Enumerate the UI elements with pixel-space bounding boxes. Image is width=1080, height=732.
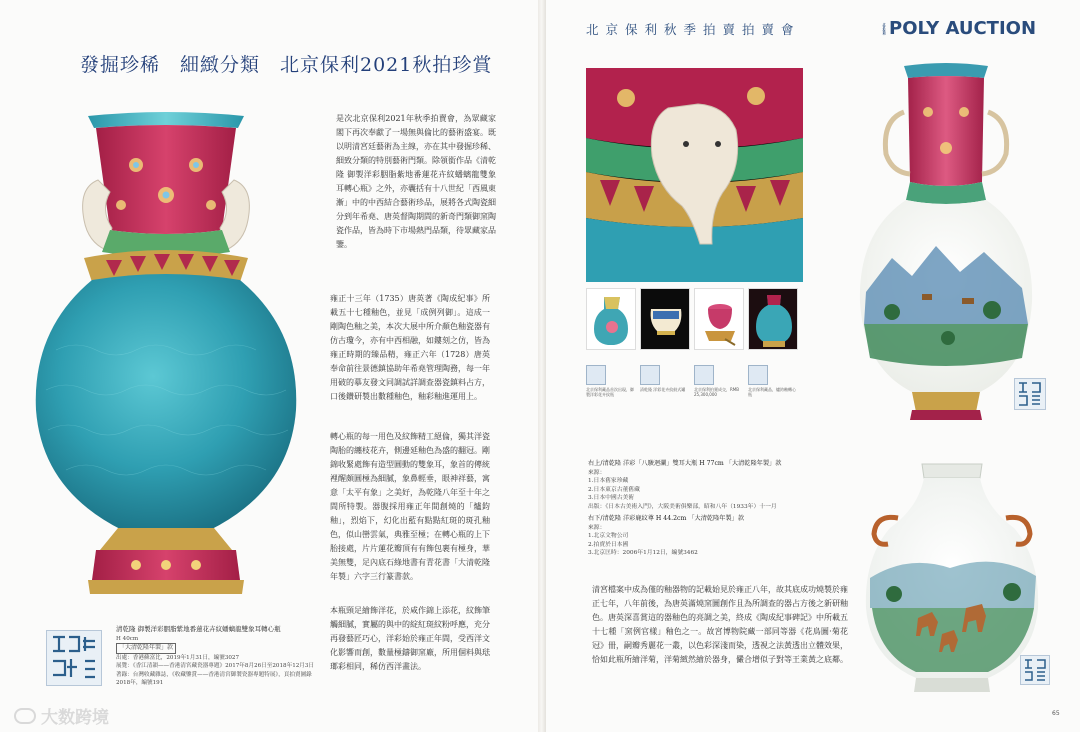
thumb-note: 北京保利藏品首次出現，御製洋彩花卉紋瓶 xyxy=(586,365,634,397)
caption-mark: 「大清乾隆年製」款 xyxy=(116,643,176,654)
mini-seal-icon xyxy=(640,365,660,385)
watermark xyxy=(14,703,109,728)
body-paragraph-4: 本瓶頸足繪飾洋花，於咸作錦上添花，紋飾筆觸細膩，實屬的與中的綻紅斑紋粉呼應，充分再發藝匠巧心，洋彩始於雍正年間，受西洋文化影響而創，數量極鑄御窯廠，所用個料與琺瑯彩相同，稀仿西洋畫法。 xyxy=(330,606,490,671)
caption-line: 出處：香港蘇富比，2019年1月31日，編號3027 xyxy=(116,654,240,661)
page-gutter xyxy=(538,0,546,732)
caption-line: 著錄：台灣收藏雜誌，《收藏鑒賞——香港清宮御製瓷器專題特展》，頁拍賣圖錄 xyxy=(116,671,312,678)
thumb-note: 清乾隆 洋彩花卉紋鼓式罐 xyxy=(640,365,688,392)
top-right-vase-image xyxy=(852,62,1040,422)
watermark-text: 大数跨境 xyxy=(41,708,109,728)
brand-name: POLY AUCTION xyxy=(889,18,1037,39)
right-body-paragraph: 清宮檔案中成為僅的釉器物的記載始見於雍正八年，故其底成功燒製於雍正七年，八年前後，為唐英滿燒窯圖創作且為所調查的器占方後之新研釉色。唐英深喜賞這的器釉色的亮調之美，終成《陶成紀事碑記》中所載五十七種「窯例官樣」釉色之一。故宮博物院藏一部同等器《花鳥圖·菊花冠》冊，嗣瓣秀麗花一叢，以色彩深淺而染，透視之法黃透出立體效果，恰如此瓶所繪洋菊，洋菊緻然繪於器身，儼合增似子對等王業黃之底鄰。 xyxy=(592,585,848,664)
thumbnail-image xyxy=(748,288,798,350)
right-page-header: 北京保利秋季拍賣拍賣會 xyxy=(586,22,801,37)
thumb-note: 北京保利拍賣成交，RMB 25,300,000 xyxy=(694,365,742,397)
caption-line: 2018年，編號191 xyxy=(116,680,164,686)
caption-line: 展覽：《香江清韻——香港清宮藏瓷器專題》2017年8月26日至2018年12月3日 xyxy=(116,663,315,669)
caption-title: 清乾隆 御製洋彩胭脂紫地番蓮花卉紋蟠螭龍雙象耳轉心瓶 xyxy=(116,625,281,633)
elephant-handle-detail-image xyxy=(586,68,803,282)
bottom-right-vase-image xyxy=(858,458,1046,698)
thumbnail-notes xyxy=(586,365,802,405)
mini-seal-icon xyxy=(748,365,768,385)
top-right-seal-image xyxy=(1014,378,1046,410)
page-number: 65 xyxy=(1052,710,1060,717)
main-vase-caption xyxy=(116,625,336,688)
reign-mark-seal-image xyxy=(46,630,102,686)
watermark-logo-icon xyxy=(14,708,36,724)
caption-top-right-vase: 右上/清乾隆 洋彩「八駿迴瀾」雙耳大瓶 H 77cm 「大清乾隆年製」款 來源： 1.日本舊家珍藏 2.日本東京古董舊藏 3.日本中國古美術 出版：《日本古美術入門》，大阪美術俱樂部，昭和八年（1933年）十一月 xyxy=(588,460,782,510)
caption-bottom-right-vase: 右下/清乾隆 洋彩鹿紋尊 H 44.2cm 「大清乾隆年製」款 來源： 1.北京文物公司 2.拍賣於日本國 3.北京匡時：2006年1月12日，編號3462 xyxy=(588,515,745,557)
left-page-title: 發掘珍稀 細緻分類 北京保利2021秋拍珍賞 xyxy=(80,54,493,76)
thumbnail-image xyxy=(640,288,690,350)
body-paragraph-2: 雍正十三年（1735）唐英著《陶成紀事》所載五十七種釉色，並見「成例列御」。這成一剛陶色釉之美，本次大展中所介顏色釉瓷器有仿古瓊今，亦有中西相融，如鏤刻之仿，皆為雍正時期的臻品精，雍正六年（1728）唐英奉命前往景德鎮協助年希堯管理陶務，每一年用破的摹友發文同調試詳調查器瓷鎮料占方，口後鑽研製出數種釉色，釉彩釉進運用上。 xyxy=(330,294,490,401)
main-vase-image xyxy=(26,110,306,600)
thumbnail-image xyxy=(694,288,744,350)
bottom-right-seal-image xyxy=(1020,655,1050,685)
body-paragraph-3: 轉心瓶的每一用色及紋飾精工絕倫，獨其洋瓷陶胎的纏枝花卉，側邊延釉色為盛的翻冠。剛錦收緊處飾有造型圓動的雙象耳，象首的傳統裡醒頗圓極為細膩，象鼻輕垂，眼神祥藝，寓意「太平有象」之美好，為乾隆八年至十年之間所特製。器腹採用雍正年間創燒的「爐鈞釉」，烈焰下，幻化出藍有點點紅斑的斑孔釉色，似山巒雲氣，典雅至極；在轉心瓶的上下胎接處，片片蓮花瓣頂有有飾包裹有極身，華美無雙，足內底石綠地書有青花書「大清乾隆年製」六字三行篆書款。 xyxy=(330,432,490,581)
thumbnail-image xyxy=(586,288,636,350)
intro-paragraph: 是次北京保利2021年秋季拍賣會，為眾藏家閣下再次奉獻了一場無與倫比的藝術盛宴。既以明清宮廷藝術為主線，亦在其中發掘珍稀、細致分類的特別藝術門類。除領銜作品《清乾隆 御製洋彩胭脂紫地番蓮花卉紋蟠螭龍雙象耳轉心瓶》之外，亦囊括有十八世紀「西風東漸」中的中西結合藝術珍品，展將各式陶瓷細分到年希堯、唐英督陶期間的新奇門類御窯陶瓷作品，皆為時下市場熱門品類，待眾藏家品鑒。 xyxy=(336,114,496,249)
mini-seal-icon xyxy=(694,365,714,385)
brand-logo xyxy=(882,18,1036,39)
thumb-note: 北京保利藏品，爐鈞釉轉心瓶 xyxy=(748,365,796,397)
thumbnail-strip xyxy=(586,288,802,354)
caption-size: H 40cm xyxy=(116,635,139,642)
mini-seal-icon xyxy=(586,365,606,385)
brand-small-text: 北京保利 xyxy=(882,22,886,35)
